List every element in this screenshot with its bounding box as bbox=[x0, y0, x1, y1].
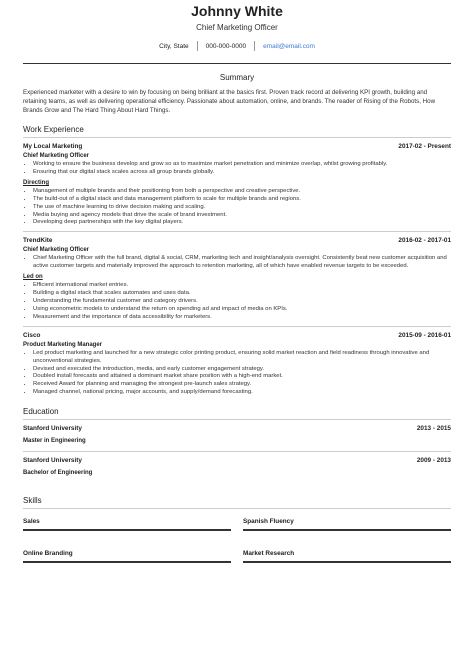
email-link[interactable]: email@email.com bbox=[263, 42, 315, 50]
job-sub-bullet: • Management of multiple brands and their positioning from both a perspective and creative perspective. bbox=[33, 188, 451, 196]
job-bullet: • Devised and executed the introduction, media, and early customer engagement strategy. bbox=[33, 366, 451, 374]
contact-line bbox=[23, 41, 451, 51]
education-heading: Education bbox=[23, 407, 451, 420]
skill-label: Spanish Fluency bbox=[243, 518, 294, 526]
skill-label: Online Branding bbox=[23, 550, 73, 558]
job-sub-bullet: • Using econometric models to understand the return on spending ad and impact of media on KPIs. bbox=[33, 306, 451, 314]
skill-label: Sales bbox=[23, 518, 40, 526]
job-sub-bullet: • Efficient international market entries. bbox=[33, 282, 451, 290]
job-role: Product Marketing Manager bbox=[23, 341, 103, 348]
school-name: Stanford University bbox=[23, 425, 82, 433]
skill-level-bar bbox=[243, 561, 451, 563]
jobs-list bbox=[23, 138, 451, 397]
job-bullet: • Chief Marketing Officer with the full brand, digital & social, CRM, marketing tech and insight/analysis oversight. Consistently beat new customer acquisition and active customer targets and materially improved the approach to retention marketing, all of which have enabled revenue targets to be exceeded. bbox=[33, 255, 451, 271]
header-divider bbox=[23, 63, 451, 64]
skill-item bbox=[23, 515, 231, 547]
job-bullet: • Managed channel, national pricing, major accounts, and supply/demand forecasting. bbox=[33, 389, 451, 397]
education-dates: 2009 - 2013 bbox=[416, 457, 451, 465]
company-name: TrendKite bbox=[23, 237, 53, 245]
job-sub-bullet: • The use of machine learning to drive decision making and scaling. bbox=[33, 204, 451, 212]
education-list bbox=[23, 420, 451, 478]
job-sub-bullet: • Measurement and the importance of data accessibility for marketers. bbox=[33, 314, 451, 322]
job-bullets bbox=[23, 350, 451, 397]
degree-name: Master in Engineering bbox=[23, 438, 86, 445]
job-dates: 2017-02 - Present bbox=[398, 143, 451, 150]
job-bullets bbox=[23, 161, 451, 177]
company-name: My Local Marketing bbox=[23, 143, 83, 150]
job-bullets bbox=[23, 255, 451, 271]
job-subhead: Led on bbox=[23, 274, 43, 281]
skill-label: Market Research bbox=[243, 550, 295, 558]
education-entry bbox=[23, 451, 451, 478]
education-header bbox=[23, 424, 451, 433]
skills-grid bbox=[23, 515, 451, 579]
summary-text: Experienced marketer with a desire to win by focusing on being brilliant at the basics first. Proven track record at delivering KPI growth, building and retaining teams, as well as delivering operational efficiency. Passionate about automation, online, and brands. The reader of Rising of the Robots, How Brands Grow and The Hard Thing About Hard Things. bbox=[23, 89, 436, 114]
education-header bbox=[23, 456, 451, 465]
job-role: Chief Marketing Officer bbox=[23, 247, 90, 254]
job-header bbox=[23, 331, 451, 340]
job-bullet: • Ensuring that our digital stack scales across all group brands globally. bbox=[33, 169, 451, 177]
job-sub-bullet: • Building a digital stack that scales automates and uses data. bbox=[33, 290, 451, 298]
skills-heading: Skills bbox=[23, 496, 451, 509]
location-text: City, State bbox=[159, 42, 189, 50]
skill-level-bar bbox=[23, 561, 231, 563]
skill-item bbox=[243, 547, 451, 579]
education-entry bbox=[23, 420, 451, 446]
skill-item bbox=[243, 515, 451, 547]
school-name: Stanford University bbox=[23, 457, 82, 465]
job-bullet: • Working to ensure the business develop and grow so as to maximize market penetration and minimize overlap, whilst growing profitably. bbox=[33, 161, 451, 169]
summary-heading: Summary bbox=[219, 73, 255, 82]
skill-level-bar bbox=[243, 529, 451, 531]
job-sub-bullets bbox=[23, 188, 451, 228]
phone-text: 000-000-0000 bbox=[205, 42, 247, 50]
job-entry bbox=[23, 138, 451, 227]
skill-item bbox=[23, 547, 231, 579]
job-sub-bullet: • The build-out of a digital stack and data management platform to scale for multiple brands and regions. bbox=[33, 196, 451, 204]
resume-name: Johnny White bbox=[191, 3, 283, 19]
job-dates: 2015-09 - 2016-01 bbox=[398, 331, 451, 339]
job-bullet: • Led product marketing and launched for a new strategic color printing product, ensuring solid market reaction and field readiness through innovative and unconventional strategies. bbox=[33, 350, 451, 366]
degree-name: Bachelor of Engineering bbox=[23, 470, 93, 477]
work-experience-heading: Work Experience bbox=[23, 125, 451, 138]
job-sub-bullet: • Media buying and agency models that drive the scale of brand investment. bbox=[33, 212, 451, 220]
job-sub-bullets bbox=[23, 282, 451, 322]
company-name: Cisco bbox=[23, 331, 41, 339]
job-bullet: • Doubled install forecasts and attained a dominant market share position with a high-end market. bbox=[33, 373, 451, 381]
job-dates: 2016-02 - 2017-01 bbox=[398, 237, 451, 245]
job-role: Chief Marketing Officer bbox=[23, 153, 90, 159]
job-subhead: Directing bbox=[23, 179, 50, 186]
skill-level-bar bbox=[23, 529, 231, 531]
job-header bbox=[23, 142, 451, 151]
job-bullet: • Received Award for planning and managing the strongest pre-launch sales strategy. bbox=[33, 381, 451, 389]
resume-title: Chief Marketing Officer bbox=[196, 23, 278, 32]
job-sub-bullet: • Developing deep partnerships with the key digital players. bbox=[33, 219, 451, 227]
education-dates: 2013 - 2015 bbox=[416, 425, 451, 433]
job-entry bbox=[23, 231, 451, 321]
job-entry bbox=[23, 326, 451, 397]
job-header bbox=[23, 236, 451, 245]
job-sub-bullet: • Understanding the fundamental customer and category drivers. bbox=[33, 298, 451, 306]
